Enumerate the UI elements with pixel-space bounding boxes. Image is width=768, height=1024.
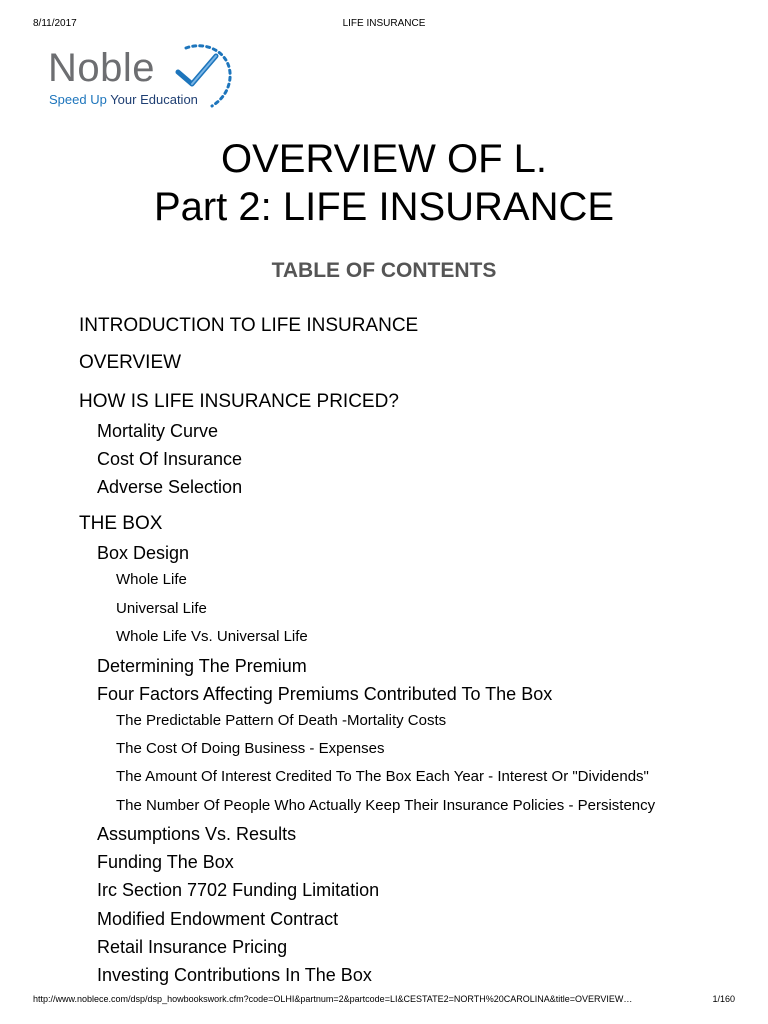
toc-item[interactable]: Irc Section 7702 Funding Limitation: [97, 880, 380, 900]
toc-item[interactable]: Funding The Box: [97, 852, 234, 872]
toc-item[interactable]: Whole Life Vs. Universal Life: [116, 628, 308, 645]
noble-logo[interactable]: [48, 42, 238, 112]
page-number: 1/160: [712, 994, 735, 1004]
logo-wordmark: Noble: [48, 46, 156, 90]
toc-item[interactable]: INTRODUCTION TO LIFE INSURANCE: [79, 315, 419, 336]
toc-heading: TABLE OF CONTENTS: [271, 259, 497, 282]
toc-item[interactable]: Retail Insurance Pricing: [97, 937, 288, 957]
toc-item[interactable]: Universal Life: [116, 600, 207, 617]
toc-item[interactable]: The Cost Of Doing Business - Expenses: [116, 740, 385, 757]
print-footer: [33, 992, 735, 1006]
toc-item[interactable]: Cost Of Insurance: [97, 449, 243, 469]
print-date: 8/11/2017: [33, 18, 77, 29]
print-header: [33, 17, 735, 31]
print-doc-title: LIFE INSURANCE: [342, 18, 426, 29]
print-url: http://www.noblece.com/dsp/dsp_howbookswork.cfm?code=OLHI&partnum=2&partcode=LI&CESTATE2=NORTH%20CAROLINA&title=OVERVIEW…: [33, 994, 633, 1004]
toc-item[interactable]: The Number Of People Who Actually Keep Their Insurance Policies - Persistency: [116, 797, 656, 814]
tagline-rest: Your Education: [106, 92, 198, 107]
toc-item[interactable]: Whole Life: [116, 571, 187, 588]
toc-item[interactable]: Four Factors Affecting Premiums Contributed To The Box: [97, 684, 553, 704]
toc-item[interactable]: Adverse Selection: [97, 477, 243, 497]
title-line-1: OVERVIEW OF L.: [221, 137, 547, 181]
toc-item[interactable]: OVERVIEW: [79, 352, 182, 373]
title-line-2: Part 2: LIFE INSURANCE: [153, 185, 615, 229]
toc-item[interactable]: Mortality Curve: [97, 421, 219, 441]
toc-item[interactable]: Investing Contributions In The Box: [97, 965, 372, 985]
logo-tagline: [49, 92, 198, 108]
toc-item[interactable]: HOW IS LIFE INSURANCE PRICED?: [79, 391, 399, 412]
toc-item[interactable]: Assumptions Vs. Results: [97, 824, 297, 844]
toc-item[interactable]: Modified Endowment Contract: [97, 909, 339, 929]
toc-item[interactable]: Box Design: [97, 543, 190, 563]
toc-item[interactable]: The Predictable Pattern Of Death -Mortality Costs: [116, 712, 447, 729]
tagline-accent: Speed Up: [49, 92, 107, 107]
toc-item[interactable]: The Amount Of Interest Credited To The Box Each Year - Interest Or "Dividends": [116, 768, 649, 785]
document-title: [0, 135, 768, 231]
toc-item[interactable]: THE BOX: [79, 513, 163, 534]
toc-item[interactable]: Determining The Premium: [97, 656, 307, 676]
